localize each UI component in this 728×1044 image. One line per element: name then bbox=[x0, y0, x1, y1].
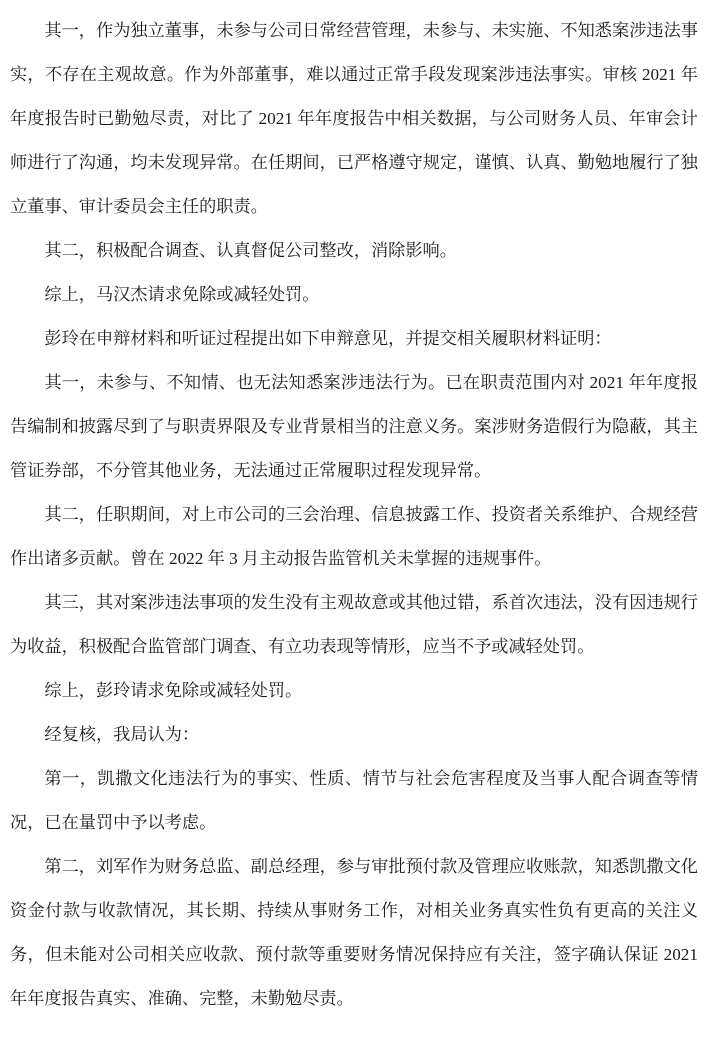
paragraph-defense-peng-summary: 综上，彭玲请求免除或减轻处罚。 bbox=[44, 681, 303, 700]
paragraph-defense-ma-1: 其一，作为独立董事，未参与公司日常经营管理，未参与、未实施、不知悉案涉违法事实，不存在主观故意。作为外部董事，难以通过正常手段发现案涉违法事实。审核 2021 年年度报告时已勤勉尽责，对比了 2021 年年度报告中相关数据，与公司财务人员、年审会计师进行了沟通，均未发现异常。在任期间，已严格遵守规定，谨慎、认真、勤勉地履行了独立董事、审计委员会主任的职责。 bbox=[10, 21, 698, 216]
paragraph-defense-peng-1: 其一，未参与、不知情、也无法知悉案涉违法行为。已在职责范围内对 2021 年年度报告编制和披露尽到了与职责界限及专业背景相当的注意义务。案涉财务造假行为隐蔽，其主管证券部，不分管其他业务，无法通过正常履职过程发现异常。 bbox=[10, 373, 698, 480]
document-body bbox=[10, 9, 698, 1021]
paragraph-defense-peng-3: 其三，其对案涉违法事项的发生没有主观故意或其他过错，系首次违法，没有因违规行为收益，积极配合监管部门调查、有立功表现等情形，应当不予或减轻处罚。 bbox=[10, 593, 698, 656]
paragraph-review-intro: 经复核，我局认为： bbox=[44, 725, 200, 744]
paragraph-defense-ma-summary: 综上，马汉杰请求免除或减轻处罚。 bbox=[44, 285, 320, 304]
paragraph-review-point-2: 第二，刘军作为财务总监、副总经理，参与审批预付款及管理应收账款，知悉凯撒文化资金付款与收款情况，其长期、持续从事财务工作，对相关业务真实性负有更高的关注义务，但未能对公司相关应收款、预付款等重要财务情况保持应有关注，签字确认保证 2021 年年度报告真实、准确、完整，未勤勉尽责。 bbox=[10, 857, 698, 1008]
paragraph-defense-peng-2: 其二，任职期间，对上市公司的三会治理、信息披露工作、投资者关系维护、合规经营作出诸多贡献。曾在 2022 年 3 月主动报告监管机关未掌握的违规事件。 bbox=[10, 505, 698, 568]
paragraph-review-point-1: 第一，凯撒文化违法行为的事实、性质、情节与社会危害程度及当事人配合调查等情况，已在量罚中予以考虑。 bbox=[10, 769, 698, 832]
paragraph-defense-peng-intro: 彭玲在申辩材料和听证过程提出如下申辩意见，并提交相关履职材料证明： bbox=[44, 329, 612, 348]
paragraph-defense-ma-2: 其二，积极配合调查、认真督促公司整改，消除影响。 bbox=[44, 241, 457, 260]
